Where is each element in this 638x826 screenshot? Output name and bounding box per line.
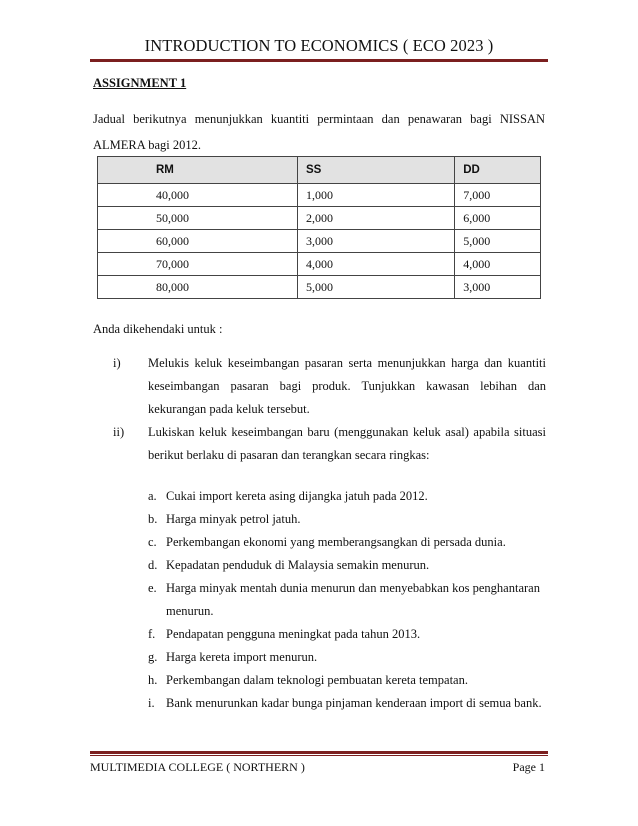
list-letter: d. bbox=[148, 558, 158, 572]
cell-supply: 2,000 bbox=[298, 207, 455, 230]
list-text: Pendapatan pengguna meningkat pada tahun 2013. bbox=[166, 627, 421, 641]
intro-line-2: ALMERA bagi 2012. bbox=[93, 138, 201, 152]
cell-price: 70,000 bbox=[98, 253, 298, 276]
table-row bbox=[98, 184, 541, 207]
cell-supply: 1,000 bbox=[298, 184, 455, 207]
list-letter: e. bbox=[148, 581, 157, 595]
list-letter: f. bbox=[148, 627, 156, 641]
footer-rule-thin bbox=[90, 755, 548, 756]
intro-paragraph bbox=[93, 106, 545, 158]
footer-rule bbox=[90, 751, 548, 754]
cell-price: 80,000 bbox=[98, 276, 298, 299]
table-row bbox=[98, 230, 541, 253]
table-row bbox=[98, 276, 541, 299]
intro-line-1: Jadual berikutnya menunjukkan kuantiti permintaan dan penawaran bagi NISSAN bbox=[93, 112, 545, 126]
footer-college: MULTIMEDIA COLLEGE ( NORTHERN ) bbox=[90, 760, 305, 774]
header-rule bbox=[90, 59, 548, 62]
table-header-row bbox=[98, 157, 541, 184]
cell-price: 40,000 bbox=[98, 184, 298, 207]
cell-demand: 6,000 bbox=[455, 207, 541, 230]
cell-price: 60,000 bbox=[98, 230, 298, 253]
header-ss: SS bbox=[298, 157, 455, 184]
assignment-heading: ASSIGNMENT 1 bbox=[93, 76, 187, 90]
supply-demand-table bbox=[97, 156, 541, 299]
cell-demand: 5,000 bbox=[455, 230, 541, 253]
list-letter: h. bbox=[148, 673, 158, 687]
cell-demand: 3,000 bbox=[455, 276, 541, 299]
task-line: Melukis keluk keseimbangan pasaran serta menunjukkan harga dan kuantiti bbox=[148, 356, 546, 370]
list-text: Perkembangan ekonomi yang memberangsangkan di persada dunia. bbox=[166, 535, 506, 549]
list-letter: c. bbox=[148, 535, 157, 549]
header-dd: DD bbox=[455, 157, 541, 184]
list-text: Cukai import kereta asing dijangka jatuh pada 2012. bbox=[166, 489, 428, 503]
page-number: Page 1 bbox=[512, 760, 545, 774]
list-text: Bank menurunkan kadar bunga pinjaman kenderaan import di semua bank. bbox=[166, 696, 542, 710]
cell-price: 50,000 bbox=[98, 207, 298, 230]
table-row bbox=[98, 207, 541, 230]
list-text: Harga kereta import menurun. bbox=[166, 650, 318, 664]
cell-demand: 7,000 bbox=[455, 184, 541, 207]
list-text: Harga minyak petrol jatuh. bbox=[166, 512, 301, 526]
cell-supply: 3,000 bbox=[298, 230, 455, 253]
list-text: Harga minyak mentah dunia menurun dan menyebabkan kos penghantaran bbox=[166, 581, 540, 595]
list-letter: i. bbox=[148, 696, 155, 710]
task-text bbox=[148, 421, 546, 467]
list-text: Kepadatan penduduk di Malaysia semakin menurun. bbox=[166, 558, 430, 572]
instructions-lead: Anda dikehendaki untuk : bbox=[93, 322, 223, 336]
task-line: kekurangan pada keluk tersebut. bbox=[148, 402, 310, 416]
task-number: i) bbox=[113, 356, 121, 370]
task-line: Lukiskan keluk keseimbangan baru (menggunakan keluk asal) apabila situasi bbox=[148, 425, 546, 439]
task-number: ii) bbox=[113, 425, 125, 439]
header-rm: RM bbox=[98, 157, 298, 184]
task-line: berikut berlaku di pasaran dan terangkan secara ringkas: bbox=[148, 448, 430, 462]
list-text: menurun. bbox=[166, 604, 214, 618]
table-row bbox=[98, 253, 541, 276]
cell-demand: 4,000 bbox=[455, 253, 541, 276]
cell-supply: 4,000 bbox=[298, 253, 455, 276]
task-line: keseimbangan pasaran bagi produk. Tunjukkan kawasan lebihan dan bbox=[148, 379, 546, 393]
list-letter: b. bbox=[148, 512, 158, 526]
task-text bbox=[148, 352, 546, 421]
page-title: INTRODUCTION TO ECONOMICS ( ECO 2023 ) bbox=[144, 36, 494, 55]
list-letter: g. bbox=[148, 650, 158, 664]
cell-supply: 5,000 bbox=[298, 276, 455, 299]
list-text: Perkembangan dalam teknologi pembuatan kereta tempatan. bbox=[166, 673, 468, 687]
list-letter: a. bbox=[148, 489, 157, 503]
